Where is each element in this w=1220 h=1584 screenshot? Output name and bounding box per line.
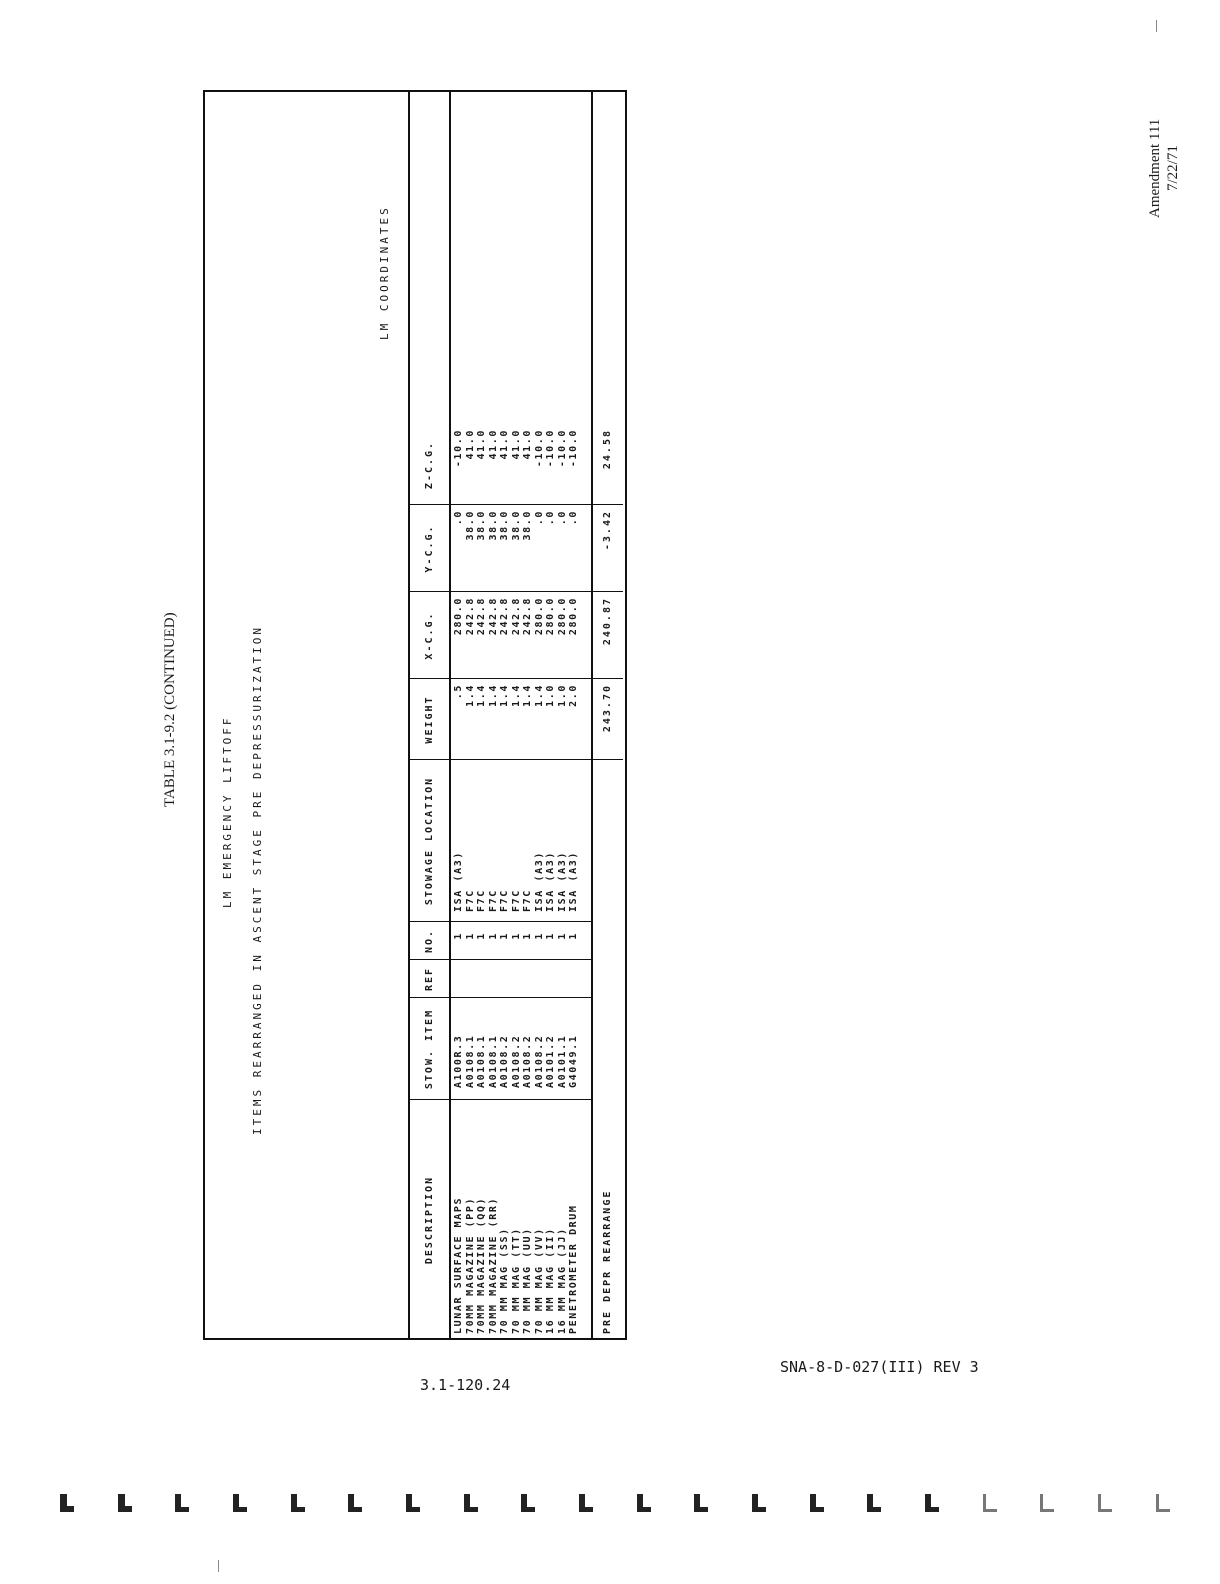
table-row-description: 70MM MAGAZINE (RR) <box>487 1196 499 1334</box>
col-sep-1b <box>408 1099 410 1100</box>
stow-item-column <box>453 1000 580 1088</box>
table-row-z-cg: -10.0 <box>533 429 545 468</box>
scan-marker <box>1098 1494 1112 1512</box>
table-row-z-cg: 41.0 <box>476 429 487 460</box>
header-bottom-rule <box>449 92 451 1340</box>
header-top-rule <box>408 92 410 1340</box>
table-row-description: 70MM MAGAZINE (QQ) <box>476 1196 487 1334</box>
table-subtitle: ITEMS REARRANGED IN ASCENT STAGE PRE DEPRESSURIZATION <box>251 625 264 1135</box>
table-row-weight: 1.4 <box>476 684 487 707</box>
table-row-y-cg: .0 <box>545 510 556 526</box>
col-header-y-cg: Y-C.G. <box>424 524 435 573</box>
table-row-weight: 2.0 <box>568 684 579 707</box>
table-row-no: 1 <box>453 932 464 940</box>
scan-marker <box>983 1494 997 1512</box>
total-weight: 243.70 <box>602 684 613 733</box>
table-row-no: 1 <box>545 932 556 940</box>
table-row-y-cg: 38.0 <box>499 510 510 541</box>
table-row-y-cg: .0 <box>556 510 568 526</box>
table-row-z-cg: 41.0 <box>464 429 476 460</box>
table-row-weight: 1.0 <box>545 684 556 707</box>
table-row-location: ISA (A3) <box>545 851 556 912</box>
table-row-weight: 1.4 <box>533 684 545 707</box>
table-row-location: ISA (A3) <box>453 851 464 912</box>
scan-marker <box>233 1494 247 1512</box>
scan-marker <box>637 1494 651 1512</box>
table-row-y-cg: 38.0 <box>510 510 522 541</box>
total-z-cg: 24.58 <box>602 429 613 470</box>
corner-tick-bottom <box>218 1560 219 1572</box>
table-caption: TABLE 3.1-9.2 (CONTINUED) <box>162 612 178 808</box>
table-row-z-cg: 41.0 <box>499 429 510 460</box>
table-row-stow-item: A0101.2 <box>545 1034 556 1088</box>
table-row-location: F7C <box>476 889 487 912</box>
table-row-y-cg: .0 <box>568 510 579 526</box>
scan-marker <box>60 1494 74 1512</box>
table-row-x-cg: 242.8 <box>464 597 476 636</box>
table-row-weight: 1.4 <box>510 684 522 707</box>
table-row-description: 70 MM MAG (TT) <box>510 1227 522 1334</box>
table-row-description: PENETROMETER DRUM <box>568 1204 579 1334</box>
col-header-ref: REF <box>424 966 435 992</box>
scan-marker <box>579 1494 593 1512</box>
scan-marker <box>694 1494 708 1512</box>
no-column <box>453 932 580 960</box>
table-row-x-cg: 280.0 <box>453 597 464 636</box>
stowage-location-column <box>453 762 580 912</box>
table-row-x-cg: 242.8 <box>499 597 510 636</box>
table-row-location: F7C <box>464 889 476 912</box>
col-header-stow-item: STOW. ITEM <box>424 1008 435 1090</box>
table-row-x-cg: 242.8 <box>476 597 487 636</box>
table-row-y-cg: 38.0 <box>522 510 533 541</box>
table-row-z-cg: -10.0 <box>556 429 568 468</box>
table-row-y-cg: 38.0 <box>476 510 487 541</box>
table-row-stow-item: A0108.1 <box>464 1034 476 1088</box>
table-row-z-cg: -10.0 <box>453 429 464 468</box>
scan-marker <box>118 1494 132 1512</box>
amendment-number: Amendment 111 <box>1147 118 1163 218</box>
table-row-no: 1 <box>499 932 510 940</box>
table-row-no: 1 <box>533 932 545 940</box>
table-row-stow-item: A0108.1 <box>476 1034 487 1088</box>
scan-marker <box>291 1494 305 1512</box>
total-x-cg: 240.87 <box>602 597 613 646</box>
table-row-stow-item: A0108.2 <box>510 1034 522 1088</box>
table-row-no: 1 <box>464 932 476 940</box>
scan-marker <box>348 1494 362 1512</box>
table-row-x-cg: 280.0 <box>556 597 568 636</box>
total-label: PRE DEPR REARRANGE <box>602 1189 613 1334</box>
table-row-description: 16 MM MAG (JJ) <box>556 1227 568 1334</box>
table-row-location: F7C <box>510 889 522 912</box>
table-row-no: 1 <box>510 932 522 940</box>
col-header-weight: WEIGHT <box>424 695 435 744</box>
table-row-stow-item: A0108.1 <box>487 1034 499 1088</box>
scan-marker <box>175 1494 189 1512</box>
table-row-description: 70MM MAGAZINE (PP) <box>464 1196 476 1334</box>
table-row-no: 1 <box>556 932 568 940</box>
scan-marker <box>810 1494 824 1512</box>
table-row-stow-item: G4049.1 <box>568 1034 579 1088</box>
scan-marker <box>1040 1494 1054 1512</box>
table-row-location: F7C <box>487 889 499 912</box>
col-header-x-cg: X-C.G. <box>424 611 435 660</box>
amendment-stamp <box>1146 98 1186 238</box>
corner-tick-top <box>1156 20 1157 32</box>
table-row-y-cg: 38.0 <box>464 510 476 541</box>
col-header-z-cg: Z-C.G. <box>424 440 435 490</box>
table-row-no: 1 <box>522 932 533 940</box>
table-row-stow-item: A100R.3 <box>453 1034 464 1088</box>
z-cg-column <box>453 429 580 503</box>
table-row-weight: 1.4 <box>487 684 499 707</box>
table-row-y-cg: 38.0 <box>487 510 499 541</box>
table-row-description: 70 MM MAG (UU) <box>522 1227 533 1334</box>
total-y-cg: -3.42 <box>602 510 613 551</box>
scan-marker-strip <box>60 1494 1170 1520</box>
table-row-stow-item: A0108.2 <box>499 1034 510 1088</box>
table-row-x-cg: 280.0 <box>533 597 545 636</box>
table-row-x-cg: 242.8 <box>510 597 522 636</box>
scan-marker <box>1156 1494 1170 1512</box>
table-row-location: F7C <box>522 889 533 912</box>
stowage-table <box>203 90 627 1340</box>
table-row-no: 1 <box>487 932 499 940</box>
scan-marker <box>406 1494 420 1512</box>
table-row-stow-item: A0108.2 <box>533 1034 545 1088</box>
table-row-z-cg: -10.0 <box>545 429 556 468</box>
document-number: SNA-8-D-027(III) REV 3 <box>780 1358 979 1376</box>
scan-marker <box>867 1494 881 1512</box>
table-row-weight: 1.4 <box>522 684 533 707</box>
table-row-weight: 1.4 <box>464 684 476 707</box>
table-row-stow-item: A0108.2 <box>522 1034 533 1088</box>
scan-marker <box>464 1494 478 1512</box>
table-title: LM EMERGENCY LIFTOFF <box>221 715 234 908</box>
table-row-location: ISA (A3) <box>568 851 579 912</box>
scan-marker <box>752 1494 766 1512</box>
table-row-z-cg: 41.0 <box>487 429 499 460</box>
col-header-stowage-location: STOWAGE LOCATION <box>424 776 435 906</box>
table-row-x-cg: 242.8 <box>522 597 533 636</box>
table-row-x-cg: 280.0 <box>545 597 556 636</box>
weight-column <box>453 684 580 758</box>
y-cg-column <box>453 510 580 590</box>
table-row-description: 70 MM MAG (SS) <box>499 1227 510 1334</box>
table-row-stow-item: A0101.1 <box>556 1034 568 1088</box>
x-cg-column <box>453 597 580 677</box>
table-row-z-cg: -10.0 <box>568 429 579 468</box>
table-row-no: 1 <box>568 932 579 940</box>
amendment-date: 7/22/71 <box>1165 145 1181 191</box>
table-row-weight: 1.0 <box>556 684 568 707</box>
total-top-rule <box>591 92 593 1340</box>
table-row-y-cg: .0 <box>533 510 545 526</box>
table-row-z-cg: 41.0 <box>522 429 533 460</box>
coordinates-group-label: LM COORDINATES <box>378 205 391 340</box>
table-row-y-cg: .0 <box>453 510 464 526</box>
table-row-description: 70 MM MAG (VV) <box>533 1227 545 1334</box>
table-row-location: ISA (A3) <box>556 851 568 912</box>
table-row-z-cg: 41.0 <box>510 429 522 460</box>
table-row-description: LUNAR SURFACE MAPS <box>453 1196 464 1334</box>
table-row-weight: .5 <box>453 684 464 700</box>
table-row-weight: 1.4 <box>499 684 510 707</box>
page-number: 3.1-120.24 <box>420 1376 511 1394</box>
table-row-x-cg: 280.0 <box>568 597 579 636</box>
scan-marker <box>925 1494 939 1512</box>
col-header-description: DESCRIPTION <box>424 1175 435 1265</box>
col-header-no: NO. <box>424 928 435 954</box>
scan-marker <box>521 1494 535 1512</box>
table-row-no: 1 <box>476 932 487 940</box>
table-row-location: F7C <box>499 889 510 912</box>
table-row-x-cg: 242.8 <box>487 597 499 636</box>
table-row-description: 16 MM MAG (II) <box>545 1227 556 1334</box>
description-column <box>453 1104 580 1334</box>
table-row-location: ISA (A3) <box>533 851 545 912</box>
